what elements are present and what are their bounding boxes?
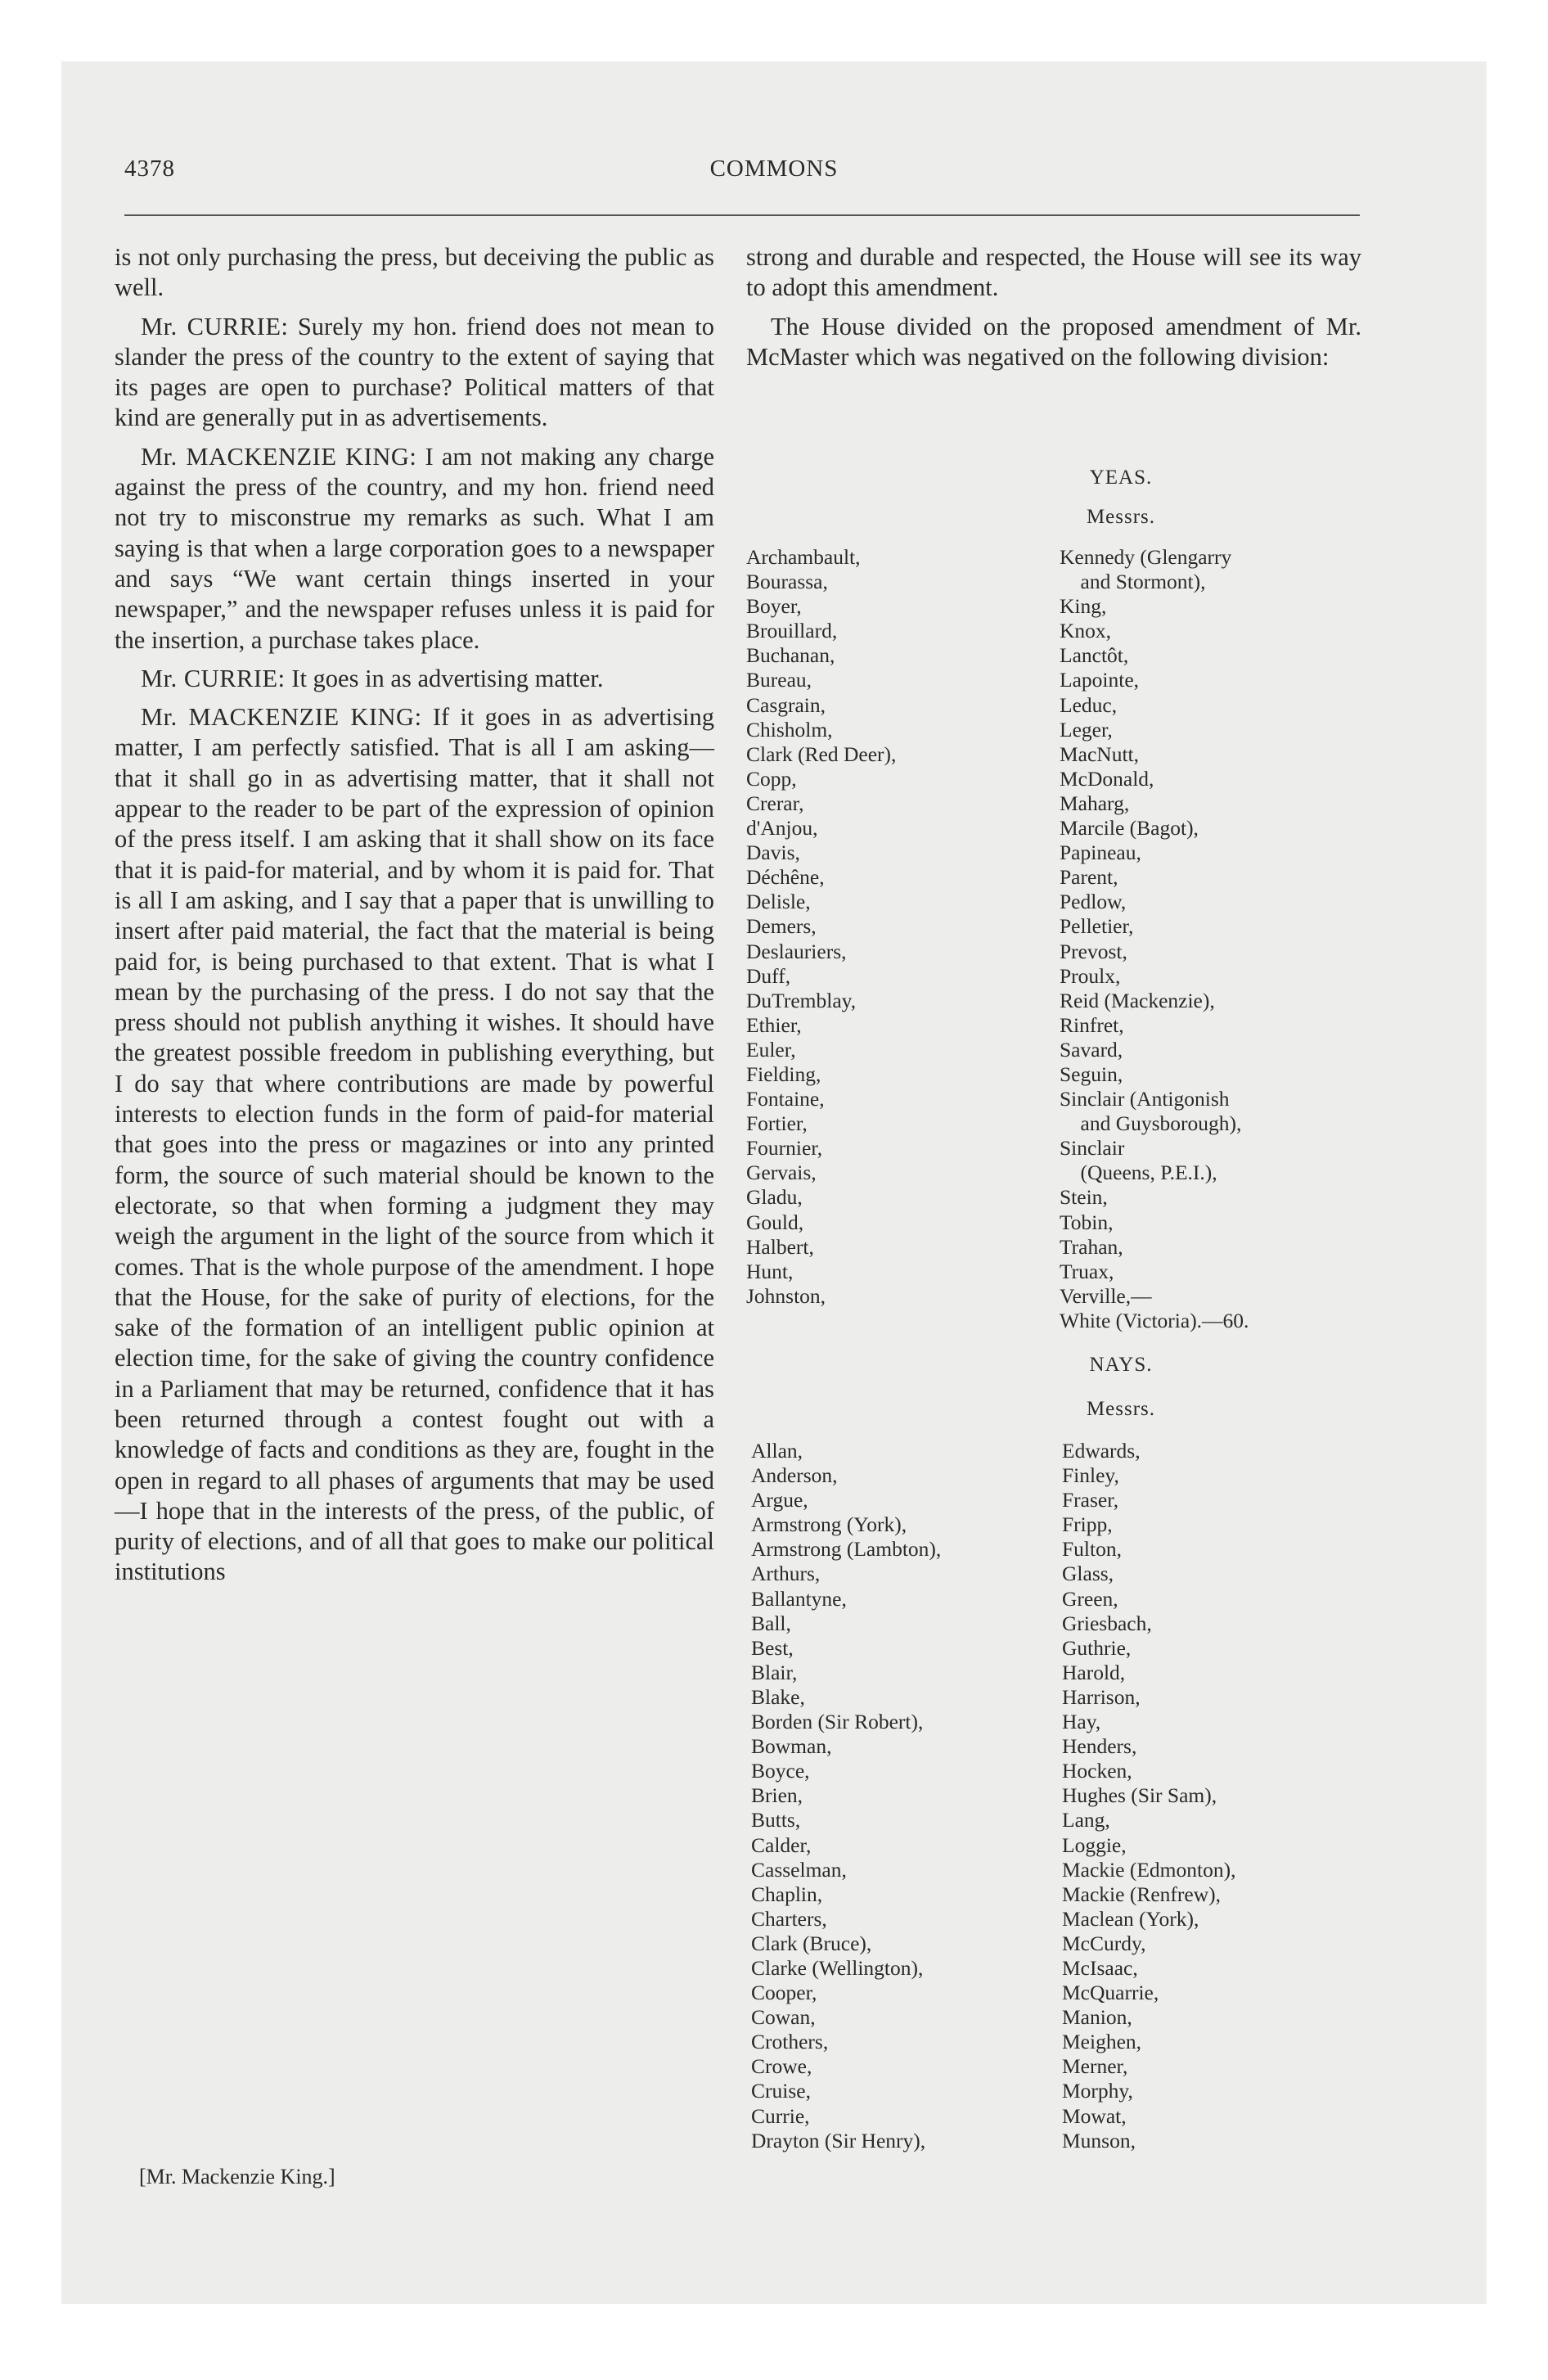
member-name: Archambault, — [746, 545, 861, 569]
member-name: Gladu, — [746, 1185, 803, 1210]
member-name: Munson, — [1062, 2128, 1136, 2152]
member-name: Trahan, — [1060, 1234, 1123, 1259]
nays-list-left — [751, 1439, 941, 2153]
member-name: Maclean (York), — [1062, 1906, 1199, 1931]
speech-text: It goes in as advertising matter. — [291, 664, 604, 692]
member-name: Davis, — [746, 841, 800, 865]
member-name: Meighen, — [1062, 2030, 1142, 2054]
member-name: Glass, — [1062, 1562, 1114, 1586]
speech-text: Surely my hon. friend does not mean to slander the press of the country to the extent of saying that its pages are open to purchase? Political matters of that kind are generally put in as advertisements. — [115, 312, 714, 432]
member-name: Chaplin, — [751, 1882, 823, 1906]
member-name: Halbert, — [746, 1234, 814, 1259]
paragraph — [115, 442, 714, 656]
member-name: Green, — [1062, 1586, 1118, 1611]
speaker-name: Mr. CURRIE: — [141, 312, 289, 340]
member-name: Guthrie, — [1062, 1635, 1132, 1660]
member-name: Demers, — [746, 914, 817, 939]
member-name: Brouillard, — [746, 619, 838, 643]
member-name: White (Victoria).—60. — [1060, 1308, 1249, 1332]
member-name: Parent, — [1060, 865, 1118, 890]
member-name: Ethier, — [746, 1012, 802, 1037]
member-name: Crothers, — [751, 2030, 829, 2054]
member-name: and Guysborough), — [1060, 1111, 1242, 1136]
paragraph: strong and durable and respected, the House will see its way to adopt this amendment. — [746, 243, 1361, 302]
member-name: Déchêne, — [746, 865, 825, 890]
member-name: Stein, — [1060, 1185, 1108, 1210]
member-name: Brien, — [751, 1783, 803, 1808]
member-name: Seguin, — [1060, 1062, 1123, 1086]
member-name: Copp, — [746, 766, 797, 791]
member-name: Pedlow, — [1060, 890, 1127, 914]
member-name: Calder, — [751, 1832, 812, 1857]
member-name: Fielding, — [746, 1062, 821, 1086]
member-name: Cowan, — [751, 2005, 816, 2030]
member-name: (Queens, P.E.I.), — [1060, 1161, 1217, 1185]
paragraph: The House divided on the proposed amendment of Mr. McMaster which was negatived on the following division: — [746, 312, 1361, 371]
member-name: Buchanan, — [746, 643, 835, 668]
member-name: Savard, — [1060, 1037, 1123, 1062]
paragraph — [115, 664, 714, 694]
member-name: Boyce, — [751, 1759, 810, 1783]
member-name: Euler, — [746, 1037, 796, 1062]
member-name: Griesbach, — [1062, 1611, 1152, 1635]
member-name: Mackie (Edmonton), — [1062, 1857, 1236, 1882]
member-name: Bourassa, — [746, 570, 828, 594]
header-rule — [124, 214, 1360, 216]
member-name: Truax, — [1060, 1259, 1114, 1283]
member-name: Clarke (Wellington), — [751, 1955, 924, 1980]
member-name: Ball, — [751, 1611, 791, 1635]
member-name: Anderson, — [751, 1463, 838, 1488]
member-name: Cooper, — [751, 1981, 817, 2005]
member-name: Papineau, — [1060, 841, 1141, 865]
left-column — [115, 242, 714, 1596]
member-name: Armstrong (Lambton), — [751, 1537, 942, 1562]
member-name: Verville,— — [1060, 1283, 1152, 1308]
member-name: McDonald, — [1060, 766, 1154, 791]
speech-text: If it goes in as advertising matter, I am perfectly satisfied. That is all I am asking—that it shall go in as advertising matter, that it shall not appear to the reader to be part of the expression of opinion of the press itself. I am asking that it shall show on its face that it is paid-for material, and by whom it is paid for. That is all I am asking, and I say that a paper that is unwilling to insert after paid material, the fact that the material is being paid for, is being purchased to that extent. That is what I mean by the purchasing of the press. I do not say that the press should not publish anything it wishes. It should have the greatest possible freedom in publishing everything, but I do say that where contributions are made by powerful interests to election funds in the form of paid-for material that goes into the press or magazines or into any printed form, the source of such material should be known to the electorate, so that when forming a judgment they may weigh the argument in the light of the source from which it comes. That is the whole purpose of the amendment. I hope that the House, for the sake of purity of elections, for the sake of the formation of an intelligent public opinion at election time, for the sake of giving the country confidence in a Parliament that may be returned, confidence that it has been returned through a contest fought out with a knowledge of facts and conditions as they are, fought in the open in regard to all phases of arguments that may be used—I hope that in the interests of the press, of the public, of purity of elections, and of all that goes to make our political institutions — [115, 703, 715, 1586]
member-name: Ballantyne, — [751, 1586, 847, 1611]
member-name: Allan, — [751, 1439, 803, 1463]
member-name: Merner, — [1062, 2054, 1128, 2079]
member-name: Lapointe, — [1060, 668, 1140, 692]
member-name: Drayton (Sir Henry), — [751, 2128, 926, 2152]
speaker-name: Mr. MACKENZIE KING: — [141, 703, 422, 732]
member-name: Blake, — [751, 1684, 805, 1709]
member-name: Charters, — [751, 1906, 827, 1931]
member-name: Butts, — [751, 1808, 801, 1832]
nays-list-right — [1062, 1439, 1235, 2153]
member-name: Hay, — [1062, 1710, 1101, 1734]
member-name: Fortier, — [746, 1111, 808, 1136]
speech-text: I am not making any charge against the press of the country, and my hon. friend need not try to misconstrue my remarks as such. What I am saying is that when a large corporation goes to a newspaper and says “We want certain things inserted in your newspaper,” and the newspaper refuses unless it is paid for the insertion, a purchase takes place. — [115, 442, 714, 654]
member-name: Crerar, — [746, 791, 804, 815]
member-name: Proulx, — [1060, 963, 1121, 988]
member-name: Henders, — [1062, 1734, 1137, 1759]
member-name: Rinfret, — [1060, 1012, 1124, 1037]
member-name: Loggie, — [1062, 1832, 1127, 1857]
member-name: Fraser, — [1062, 1488, 1119, 1512]
yeas-heading: YEAS. — [1089, 467, 1153, 489]
member-name: MacNutt, — [1060, 741, 1140, 766]
member-name: Fulton, — [1062, 1537, 1122, 1562]
member-name: McIsaac, — [1062, 1955, 1138, 1980]
member-name: Gould, — [746, 1210, 804, 1234]
member-name: Harold, — [1062, 1660, 1126, 1684]
yeas-list-right — [1060, 545, 1249, 1333]
member-name: Morphy, — [1062, 2079, 1133, 2103]
member-name: Leger, — [1060, 717, 1113, 741]
member-name: Borden (Sir Robert), — [751, 1710, 924, 1734]
member-name: Fripp, — [1062, 1512, 1113, 1537]
member-name: Crowe, — [751, 2054, 812, 2079]
member-name: Currie, — [751, 2103, 810, 2128]
member-name: McCurdy, — [1062, 1931, 1146, 1955]
member-name: and Stormont), — [1060, 570, 1206, 594]
member-name: Casselman, — [751, 1857, 847, 1882]
member-name: Sinclair — [1060, 1136, 1125, 1161]
member-name: Kennedy (Glengarry — [1060, 545, 1232, 569]
paragraph — [115, 312, 714, 434]
member-name: Hocken, — [1062, 1759, 1132, 1783]
member-name: Boyer, — [746, 594, 802, 619]
speaker-name: Mr. CURRIE: — [141, 664, 286, 692]
member-name: Leduc, — [1060, 692, 1118, 717]
member-name: Mowat, — [1062, 2103, 1127, 2128]
nays-heading: NAYS. — [1089, 1354, 1153, 1376]
page-number: 4378 — [124, 156, 175, 182]
member-name: Cruise, — [751, 2079, 811, 2103]
member-name: Finley, — [1062, 1463, 1119, 1488]
member-name: d'Anjou, — [746, 816, 818, 841]
member-name: Casgrain, — [746, 692, 826, 717]
member-name: Fontaine, — [746, 1087, 825, 1111]
member-name: Arthurs, — [751, 1562, 821, 1586]
member-name: Harrison, — [1062, 1684, 1141, 1709]
member-name: Manion, — [1062, 2005, 1132, 2030]
member-name: Chisholm, — [746, 717, 833, 741]
nays-messrs: Messrs. — [1086, 1398, 1156, 1420]
member-name: Hughes (Sir Sam), — [1062, 1783, 1217, 1808]
running-head: COMMONS — [709, 156, 839, 182]
member-name: Bowman, — [751, 1734, 832, 1759]
yeas-messrs: Messrs. — [1086, 506, 1156, 528]
member-name: Edwards, — [1062, 1439, 1141, 1463]
member-name: Tobin, — [1060, 1210, 1114, 1234]
speaker-signature: [Mr. Mackenzie King.] — [139, 2165, 335, 2188]
paragraph — [115, 702, 714, 1588]
member-name: Delisle, — [746, 890, 811, 914]
member-name: Pelletier, — [1060, 914, 1134, 939]
member-name: Knox, — [1060, 619, 1112, 643]
member-name: McQuarrie, — [1062, 1981, 1159, 2005]
member-name: King, — [1060, 594, 1107, 619]
member-name: Deslauriers, — [746, 939, 847, 963]
member-name: Lang, — [1062, 1808, 1110, 1832]
member-name: Bureau, — [746, 668, 812, 692]
member-name: Mackie (Renfrew), — [1062, 1882, 1221, 1906]
member-name: Best, — [751, 1635, 794, 1660]
member-name: Prevost, — [1060, 939, 1127, 963]
member-name: Armstrong (York), — [751, 1512, 907, 1537]
member-name: Gervais, — [746, 1161, 817, 1185]
paragraph: is not only purchasing the press, but deceiving the public as well. — [115, 243, 714, 302]
member-name: Fournier, — [746, 1136, 823, 1161]
member-name: Johnston, — [746, 1283, 826, 1308]
right-column — [746, 242, 1361, 381]
member-name: Reid (Mackenzie), — [1060, 988, 1215, 1012]
member-name: Maharg, — [1060, 791, 1130, 815]
member-name: Clark (Red Deer), — [746, 741, 897, 766]
member-name: Hunt, — [746, 1259, 794, 1283]
member-name: Argue, — [751, 1488, 808, 1512]
member-name: Sinclair (Antigonish — [1060, 1087, 1230, 1111]
member-name: Clark (Bruce), — [751, 1931, 872, 1955]
member-name: Blair, — [751, 1660, 798, 1684]
speaker-name: Mr. MACKENZIE KING: — [141, 442, 417, 471]
member-name: Duff, — [746, 963, 791, 988]
member-name: Marcile (Bagot), — [1060, 816, 1199, 841]
member-name: Lanctôt, — [1060, 643, 1129, 668]
yeas-list-left — [746, 545, 896, 1309]
member-name: DuTremblay, — [746, 988, 857, 1012]
